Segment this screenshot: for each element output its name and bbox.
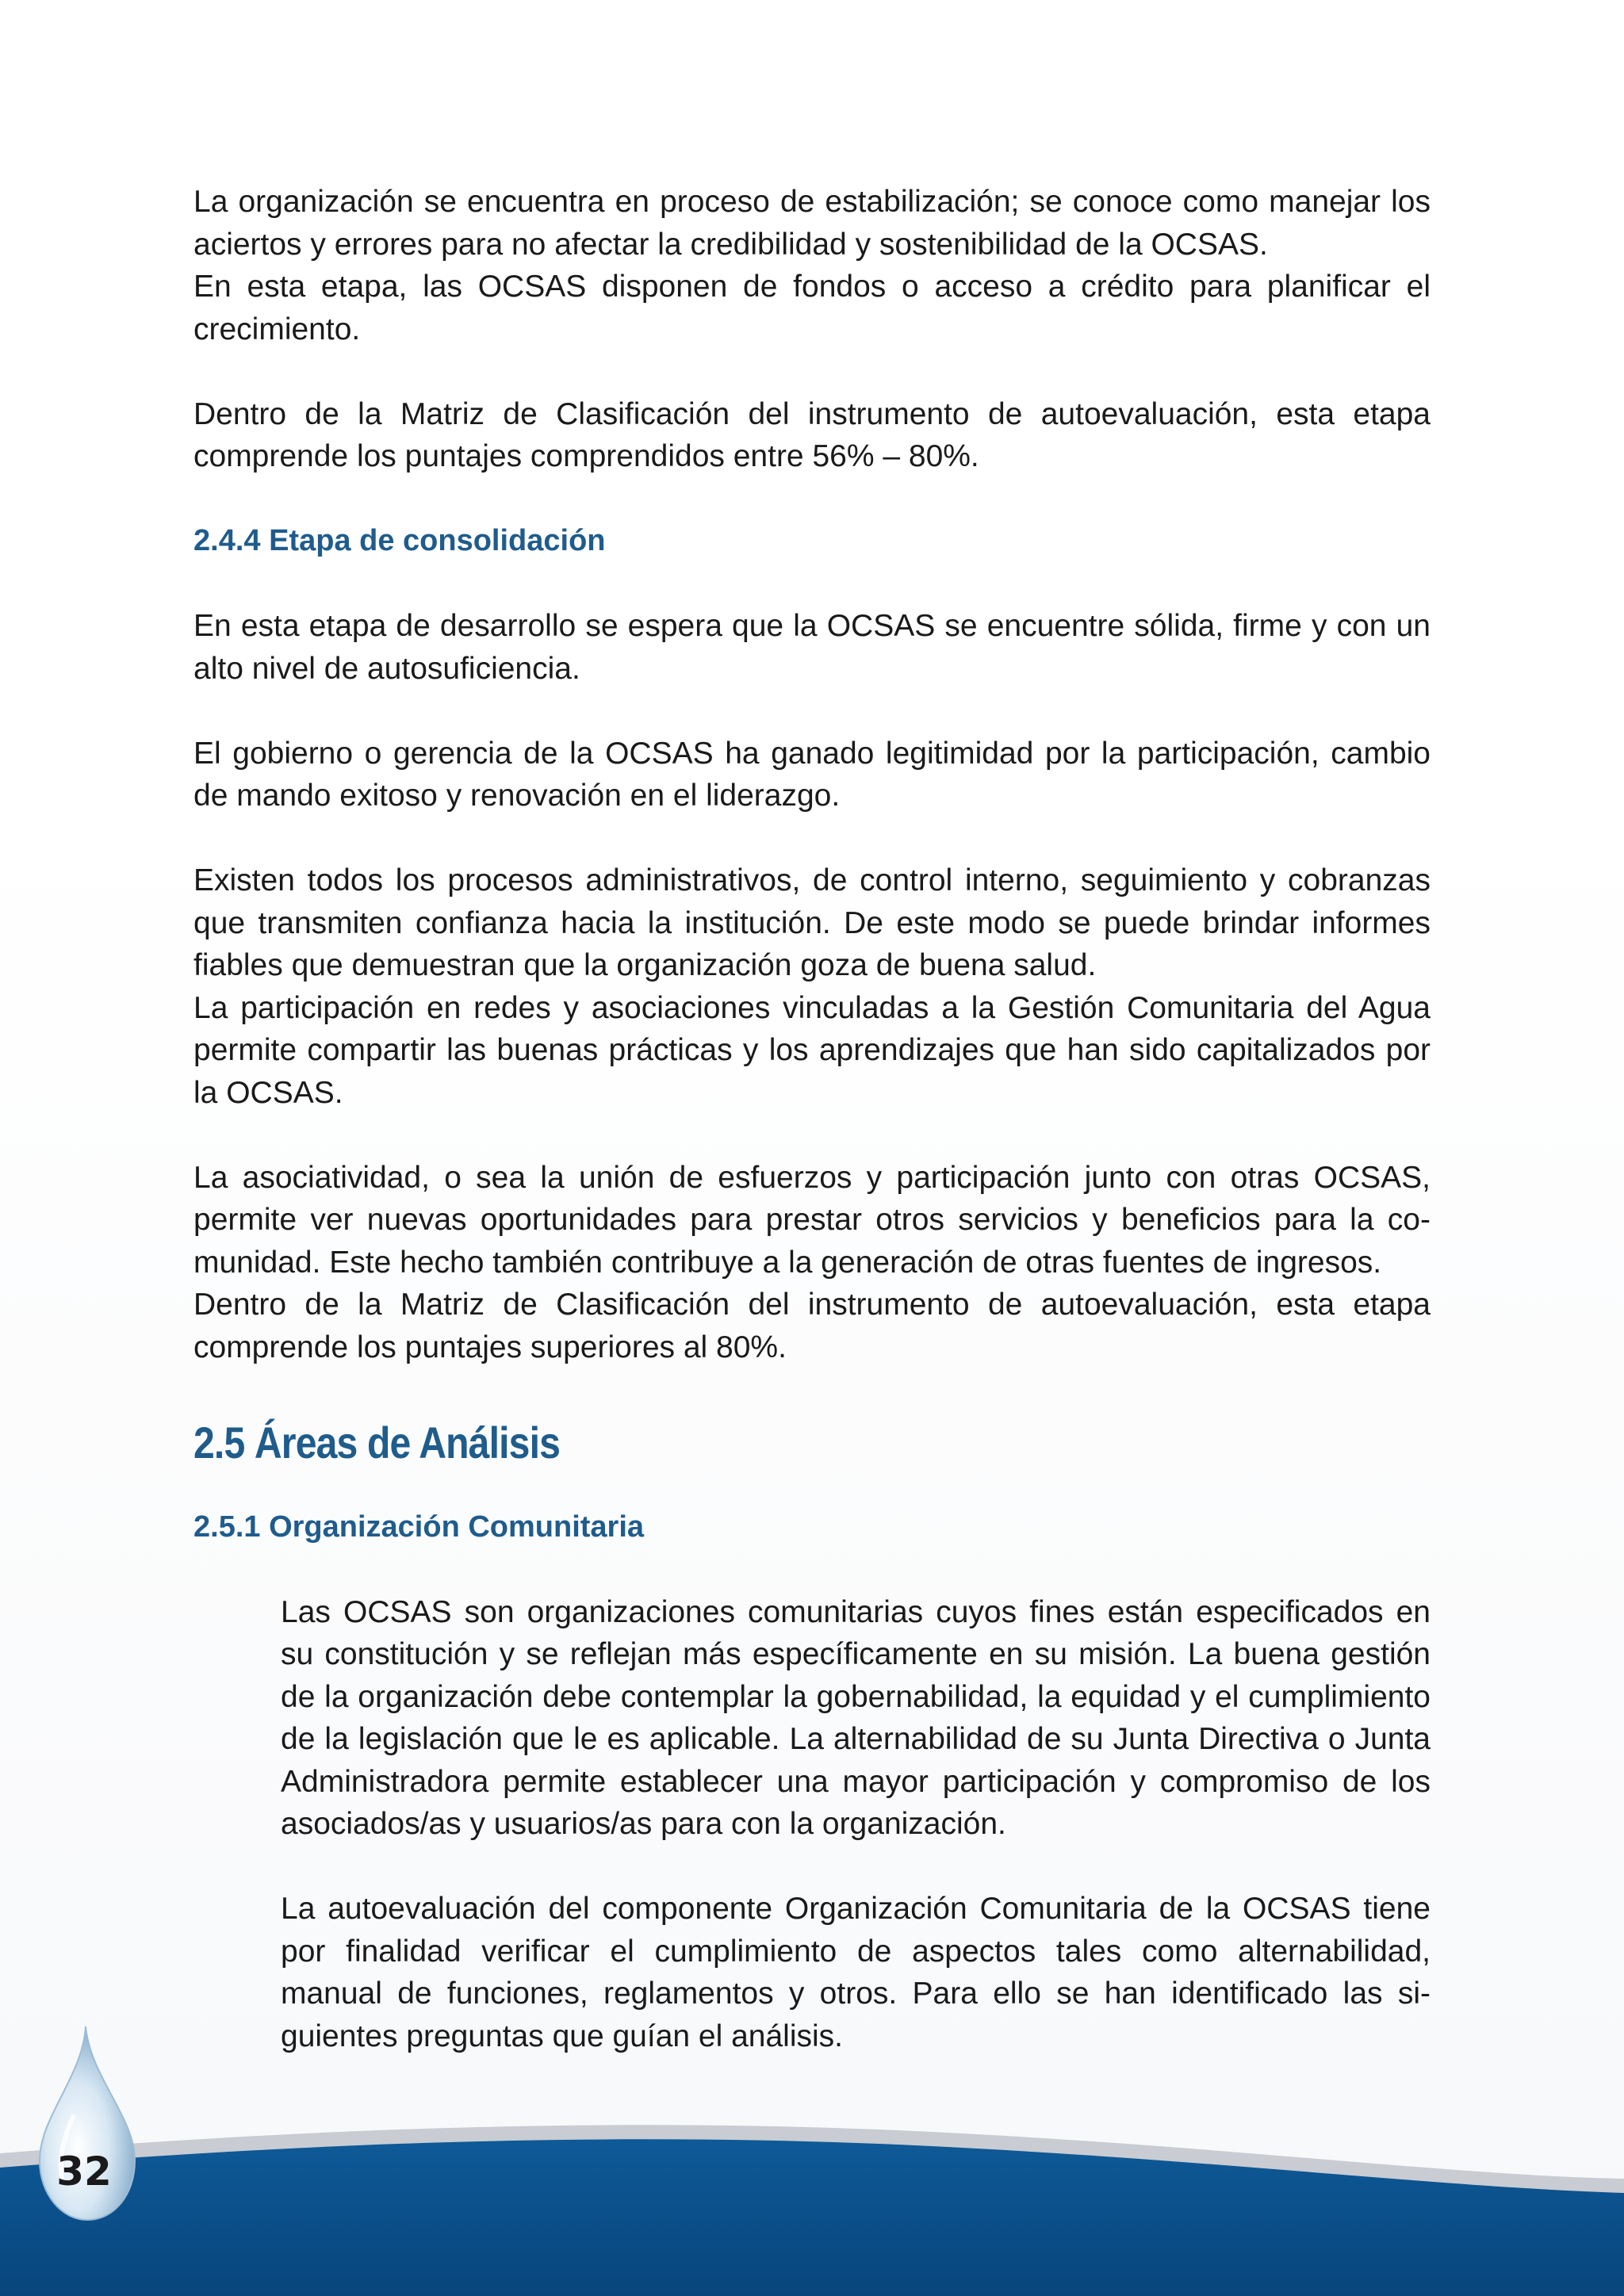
paragraph: La asociatividad, o sea la unión de esfuerzos y participación junto con otras OCSAS, permite ver nuevas oportunidades para prestar otros servicios y beneficios para la comunidad. Este hecho también contribuye a la generación de otras fuentes de ingresos. xyxy=(193,1160,1431,1280)
section-heading-2-5: 2.5 Áreas de Análisis xyxy=(193,1417,561,1468)
section-heading-2-5-1: 2.5.1 Organización Comunitaria xyxy=(193,1510,645,1544)
footer-wave-band xyxy=(0,2106,1624,2296)
paragraph: Dentro de la Matriz de Clasificación del instrumento de autoevaluación, esta etapa comprende los puntajes superiores al 80%. xyxy=(193,1288,1431,1364)
paragraph: Existen todos los procesos administrativos, de control interno, seguimiento y cobranzas que transmiten confianza hacia la institución. De este modo se puede brindar informes fiables que demuestran que la organización goza de buena salud. xyxy=(193,863,1431,982)
page-number: 32 xyxy=(56,2149,112,2195)
water-drop-icon xyxy=(24,2022,151,2228)
section-heading-2-4-4: 2.4.4 Etapa de consolidación xyxy=(193,524,606,557)
paragraph: Dentro de la Matriz de Clasificación del instrumento de autoevaluación, esta etapa comprende los puntajes comprendidos entre 56% – 80%. xyxy=(193,396,1431,473)
paragraph: En esta etapa de desarrollo se espera que la OCSAS se encuentre sólida, firme y con un alto nivel de autosuficiencia. xyxy=(193,609,1431,686)
paragraph: Las OCSAS son organizaciones comunitarias cuyos fines están especificados en su constitución y se reflejan más específicamente en su misión. La buena gestión de la organización debe contemplar la gobernabilidad, la equidad y el cumplimiento de la legislación que le es aplicable. La alternabilidad de su Junta Directiva o Junta Administradora permite establecer una mayor participación y compromiso de los asociados/as y usuarios/as para con la organización. xyxy=(281,1594,1431,1841)
page-content xyxy=(193,181,1431,2057)
paragraph: La organización se encuentra en proceso de estabilización; se conoce como manejar los aciertos y errores para no afectar la credibilidad y sostenibilidad de la OCSAS. xyxy=(193,185,1431,262)
paragraph: El gobierno o gerencia de la OCSAS ha ganado legitimidad por la participación, cambio de mando exitoso y renovación en el liderazgo. xyxy=(193,736,1431,813)
paragraph: La autoevaluación del componente Organización Comunitaria de la OCSAS tiene por finalidad verificar el cumplimiento de aspectos tales como alternabilidad, manual de funciones, reglamentos y otros. Para ello se han identificado las siguientes preguntas que guían el análisis. xyxy=(281,1892,1431,2053)
paragraph: En esta etapa, las OCSAS disponen de fondos o acceso a crédito para planificar el crecimiento. xyxy=(193,270,1431,346)
paragraph: La participación en redes y asociaciones vinculadas a la Gestión Comunitaria del Agua permite compartir las buenas prácticas y los aprendizajes que han sido capitalizados por la OCSAS. xyxy=(193,990,1431,1110)
